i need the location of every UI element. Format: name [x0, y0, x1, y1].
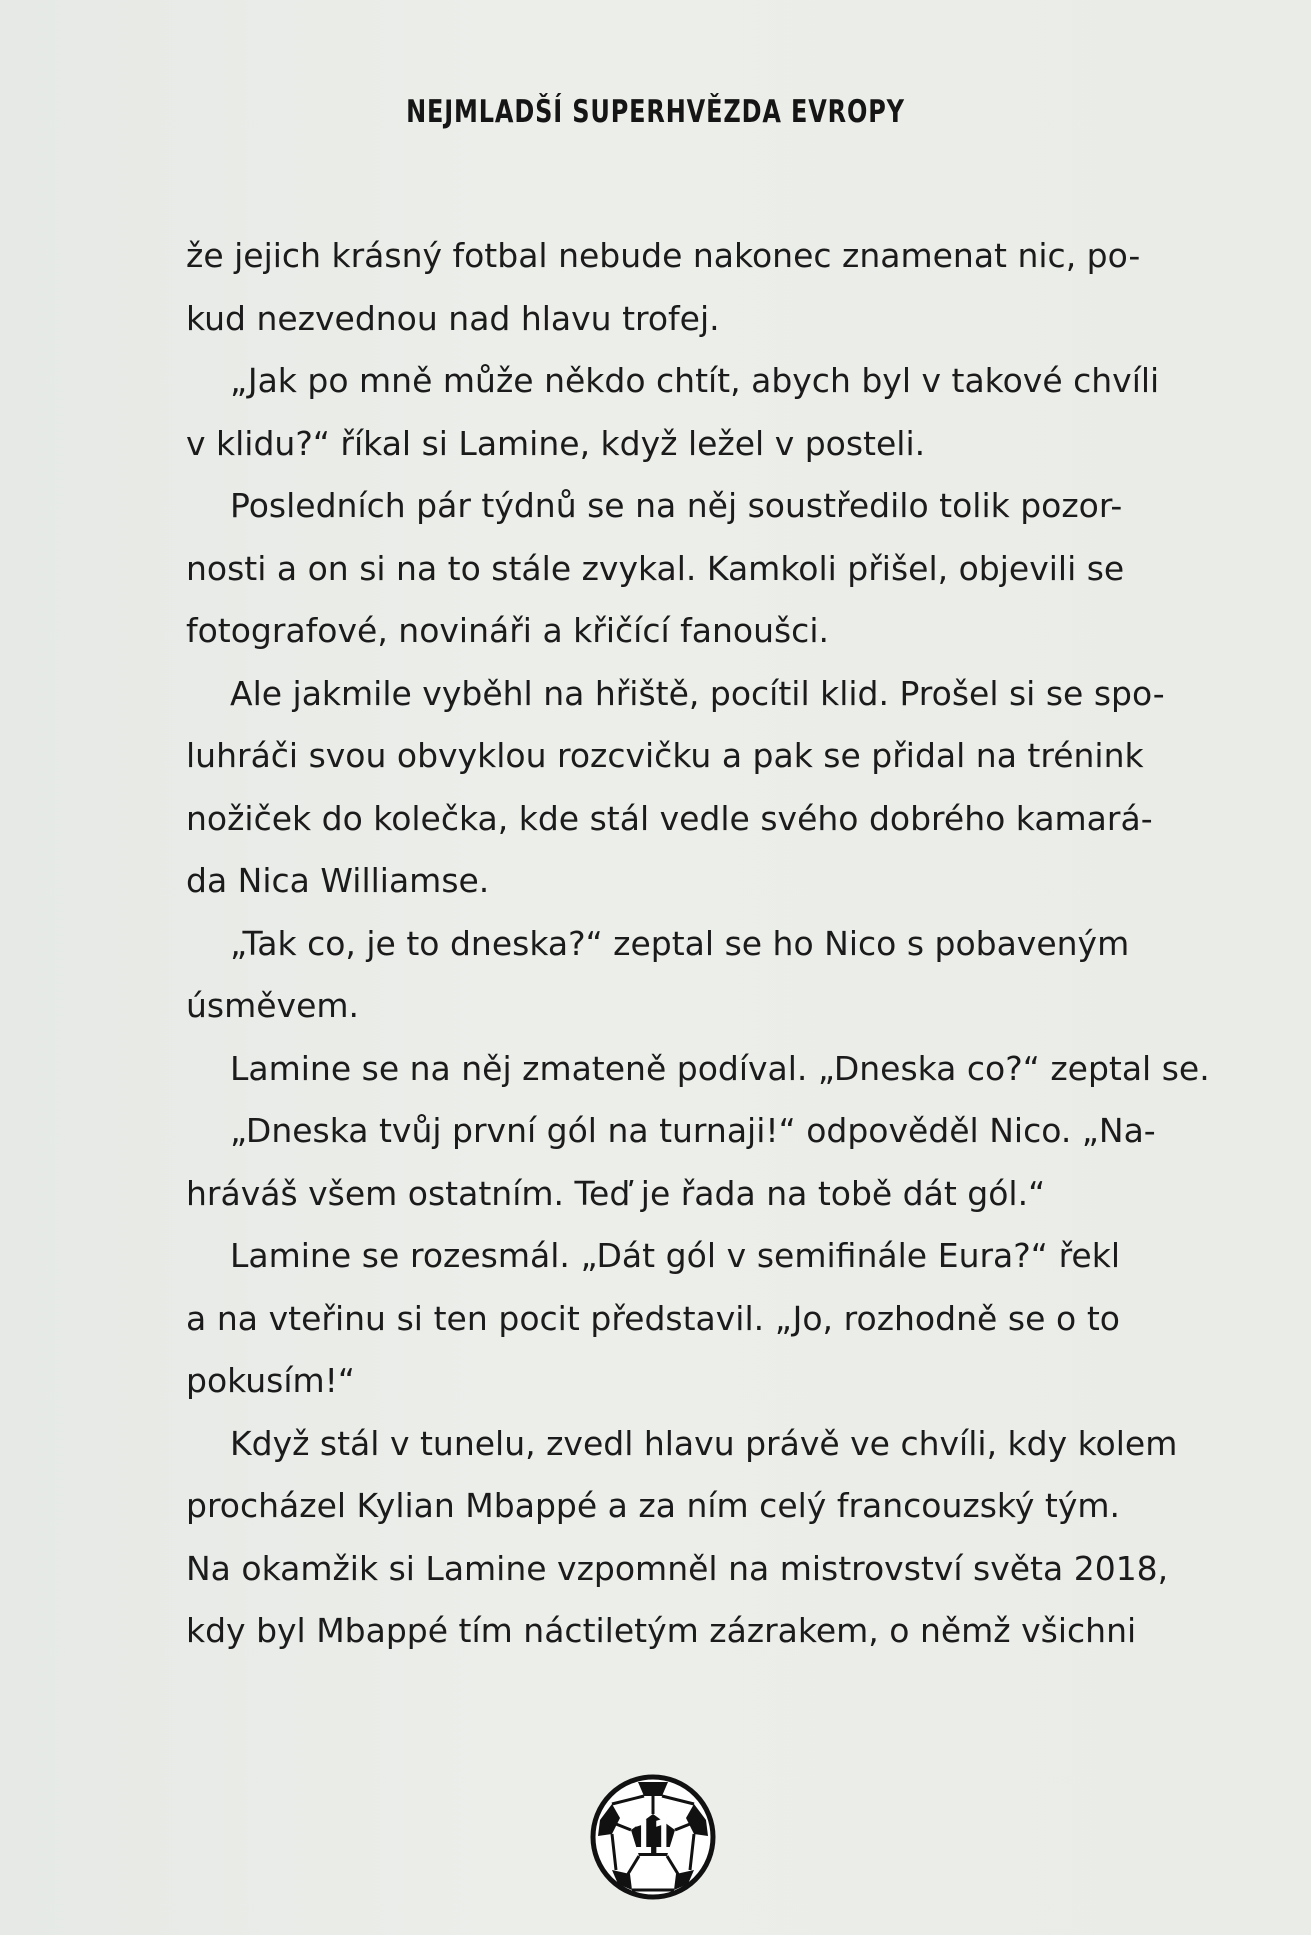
text-line: Když stál v tunelu, zvedl hlavu právě ve chvíli, kdy kolem — [230, 1423, 1178, 1463]
text-line: „Jak po mně může někdo chtít, abych byl v takové chvíli — [230, 361, 1160, 400]
text-line: Ale jakmile vyběhl na hřiště, pocítil klid. Prošel si se spo- — [230, 673, 1165, 713]
text-line: „Tak co, je to dneska?“ zeptal se ho Nico s pobaveným — [230, 923, 1130, 963]
text-line: fotografové, novináři a křičící fanoušci. — [186, 611, 829, 650]
text-line: úsměvem. — [186, 986, 360, 1025]
text-line: kud nezvednou nad hlavu trofej. — [186, 298, 720, 338]
text-line: procházel Kylian Mbappé a za ním celý francouzský tým. — [186, 1486, 1120, 1525]
text-line: da Nica Williamse. — [186, 861, 490, 900]
text-line: nožiček do kolečka, kde stál vedle svého dobrého kamará- — [186, 798, 1153, 838]
body-text — [186, 225, 1210, 1663]
text-line: Na okamžik si Lamine vzpomněl na mistrovství světa 2018, — [186, 1548, 1169, 1588]
text-line: luhráči svou obvyklou rozcvičku a pak se přidal na trénink — [186, 736, 1144, 775]
page-number: 11 — [632, 1810, 674, 1864]
text-line: pokusím!“ — [186, 1361, 355, 1400]
text-line: „Dneska tvůj první gól na turnaji!“ odpověděl Nico. „Na- — [230, 1111, 1156, 1150]
text-line: Lamine se rozesmál. „Dát gól v semifinále Eura?“ řekl — [230, 1236, 1120, 1275]
text-line: kdy byl Mbappé tím náctiletým zázrakem, o němž všichni — [186, 1611, 1137, 1650]
text-line: v klidu?“ říkal si Lamine, když ležel v posteli. — [186, 423, 926, 463]
text-line: a na vteřinu si ten pocit představil. „Jo, rozhodně se o to — [186, 1298, 1120, 1338]
text-line: že jejich krásný fotbal nebude nakonec znamenat nic, po- — [186, 236, 1141, 275]
text-line: nosti a on si na to stále zvykal. Kamkoli přišel, objevili se — [186, 548, 1125, 588]
text-line: Lamine se na něj zmateně podíval. „Dneska co?“ zeptal se. — [230, 1048, 1210, 1088]
text-line: hráváš všem ostatním. Teď je řada na tobě dát gól.“ — [186, 1173, 1046, 1213]
page-number-badge — [590, 1774, 716, 1900]
text-line: Posledních pár týdnů se na něj soustředilo tolik pozor- — [230, 486, 1123, 525]
running-head: NEJMLADŠÍ SUPERHVĚZDA EVROPY — [406, 94, 905, 130]
